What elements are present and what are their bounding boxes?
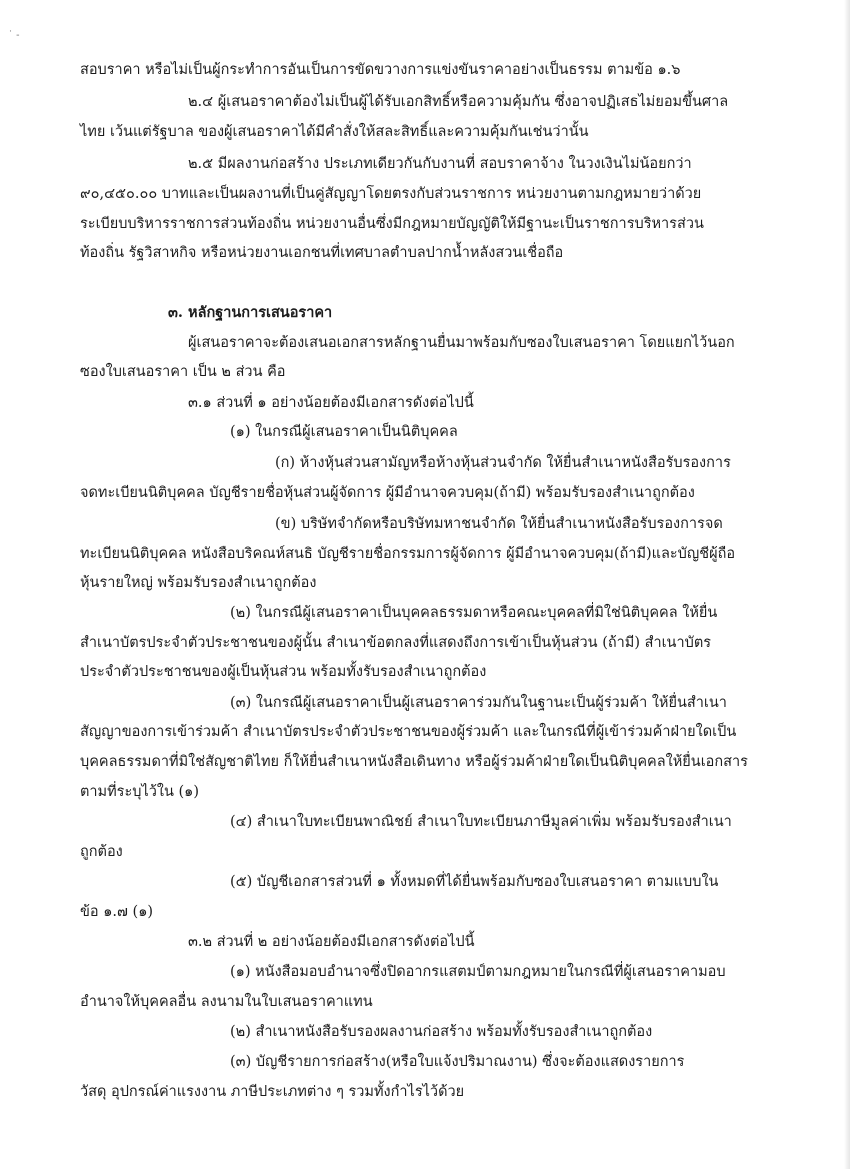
item-4: (๔) สำเนาใบทะเบียนพาณิชย์ สำเนาใบทะเบียนภาษีมูลค่าเพิ่ม พร้อมรับรองสำเนา (230, 814, 732, 830)
text-line: ข้อ ๑.๗ (๑) (80, 904, 154, 920)
text-line: ตามที่ระบุไว้ใน (๑) (80, 784, 200, 800)
section-heading-3: ๓. หลักฐานการเสนอราคา (168, 304, 333, 321)
item-1-a: (ก) ห้างหุ้นส่วนสามัญหรือห้างหุ้นส่วนจำกัด ให้ยื่นสำเนาหนังสือรับรองการ (275, 455, 731, 471)
item-2: (๒) ในกรณีผู้เสนอราคาเป็นบุคคลธรรมดาหรือคณะบุคคลที่มิใช่นิติบุคคล ให้ยื่น (230, 605, 718, 621)
item-5: (๕) บัญชีเอกสารส่วนที่ ๑ ทั้งหมดที่ได้ยื่นพร้อมกับซองใบเสนอราคา ตามแบบใน (230, 874, 719, 890)
clause-2-4: ๒.๔ ผู้เสนอราคาต้องไม่เป็นผู้ได้รับเอกสิทธิ์หรือความคุ้มกัน ซึ่งอาจปฏิเสธไม่ยอมขึ้นศาล (188, 94, 729, 110)
text-line: ๙๐,๔๕๐.๐๐ บาทและเป็นผลงานที่เป็นคู่สัญญาโดยตรงกับส่วนราชการ หน่วยงานตามกฎหมายว่าด้วย (80, 186, 702, 202)
text-line: อำนาจให้บุคคลอื่น ลงนามในใบเสนอราคาแทน (80, 994, 373, 1010)
text-line: ซองใบเสนอราคา เป็น ๒ ส่วน คือ (80, 364, 286, 380)
scan-edge-shadow (844, 0, 850, 1169)
scan-corner-mark: ˙ - (8, 30, 20, 41)
text-line: ผู้เสนอราคาจะต้องเสนอเอกสารหลักฐานยื่นมาพร้อมกับซองใบเสนอราคา โดยแยกไว้นอก (188, 335, 735, 351)
item-1-b: (ข) บริษัทจำกัดหรือบริษัทมหาชนจำกัด ให้ยื่นสำเนาหนังสือรับรองการจด (275, 516, 723, 532)
item-2-1: (๑) หนังสือมอบอำนาจซึ่งปิดอากรแสตมป์ตามกฎหมายในกรณีที่ผู้เสนอราคามอบ (230, 964, 726, 980)
text-line: ถูกต้อง (80, 844, 123, 860)
clause-3-1: ๓.๑ ส่วนที่ ๑ อย่างน้อยต้องมีเอกสารดังต่อไปนี้ (188, 395, 474, 411)
text-line: จดทะเบียนนิติบุคคล บัญชีรายชื่อหุ้นส่วนผู้จัดการ ผู้มีอำนาจควบคุม(ถ้ามี) พร้อมรับรองสำเนาถูกต้อง (80, 485, 695, 501)
item-1: (๑) ในกรณีผู้เสนอราคาเป็นนิติบุคคล (230, 424, 458, 440)
text-line: ระเบียบบริหารราชการส่วนท้องถิ่น หน่วยงานอื่นซึ่งมีกฎหมายบัญญัติให้มีฐานะเป็นราชการบริหารส่วน (80, 216, 704, 232)
clause-2-5: ๒.๕ มีผลงานก่อสร้าง ประเภทเดียวกันกับงานที่ สอบราคาจ้าง ในวงเงินไม่น้อยกว่า (188, 156, 692, 172)
text-line: หุ้นรายใหญ่ พร้อมรับรองสำเนาถูกต้อง (80, 575, 317, 591)
text-line: ไทย เว้นแต่รัฐบาล ของผู้เสนอราคาได้มีคำสั่งให้สละสิทธิ์และความคุ้มกันเช่นว่านั้น (80, 124, 589, 140)
text-line: สำเนาบัตรประจำตัวประชาชนของผู้นั้น สำเนาข้อตกลงที่แสดงถึงการเข้าเป็นหุ้นส่วน (ถ้ามี) สำเนาบัตร (80, 635, 712, 651)
text-line: วัสดุ อุปกรณ์ค่าแรงงาน ภาษีประเภทต่าง ๆ รวมทั้งกำไรไว้ด้วย (80, 1084, 465, 1100)
text-line: บุคคลธรรมดาที่มิใช่สัญชาติไทย ก็ให้ยื่นสำเนาหนังสือเดินทาง หรือผู้ร่วมค้าฝ่ายใดเป็นนิติบุคคลให้ยื่นเอกสาร (80, 754, 748, 770)
item-2-3: (๓) บัญชีรายการก่อสร้าง(หรือใบแจ้งปริมาณงาน) ซึ่งจะต้องแสดงรายการ (230, 1054, 685, 1070)
item-3: (๓) ในกรณีผู้เสนอราคาเป็นผู้เสนอราคาร่วมกันในฐานะเป็นผู้ร่วมค้า ให้ยื่นสำเนา (230, 695, 727, 711)
text-line: ทะเบียนนิติบุคคล หนังสือบริคณห์สนธิ บัญชีรายชื่อกรรมการผู้จัดการ ผู้มีอำนาจควบคุม(ถ้ามี)และบัญชีผู้ถือ (80, 546, 736, 562)
clause-3-2: ๓.๒ ส่วนที่ ๒ อย่างน้อยต้องมีเอกสารดังต่อไปนี้ (188, 934, 475, 950)
text-line: สัญญาของการเข้าร่วมค้า สำเนาบัตรประจำตัวประชาชนของผู้ร่วมค้า และในกรณีที่ผู้เข้าร่วมค้าฝ่ายใดเป็น (80, 724, 737, 740)
text-line: ท้องถิ่น รัฐวิสาหกิจ หรือหน่วยงานเอกชนที่เทศบาลตำบลปากน้ำหลังสวนเชื่อถือ (80, 245, 564, 261)
text-line: ประจำตัวประชาชนของผู้เป็นหุ้นส่วน พร้อมทั้งรับรองสำเนาถูกต้อง (80, 664, 487, 680)
text-line: สอบราคา หรือไม่เป็นผู้กระทำการอันเป็นการขัดขวางการแข่งขันราคาอย่างเป็นธรรม ตามข้อ ๑.๖ (80, 62, 681, 78)
item-2-2: (๒) สำเนาหนังสือรับรองผลงานก่อสร้าง พร้อมทั้งรับรองสำเนาถูกต้อง (230, 1024, 653, 1040)
